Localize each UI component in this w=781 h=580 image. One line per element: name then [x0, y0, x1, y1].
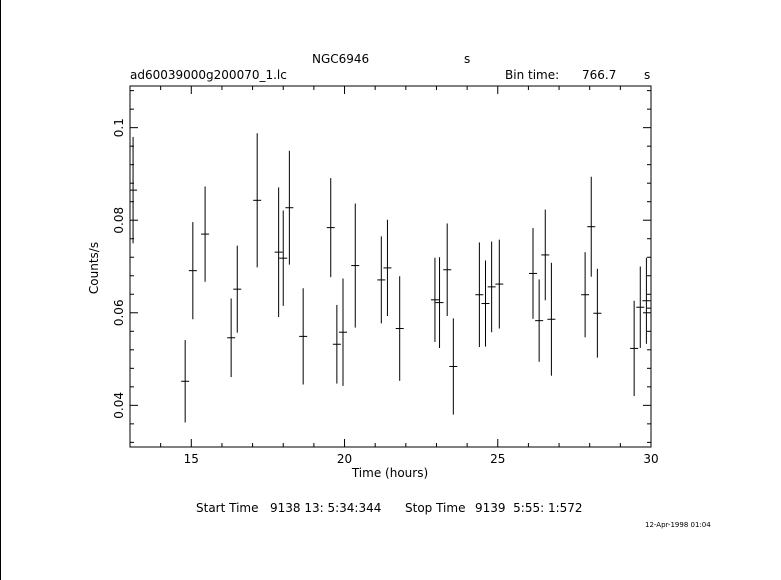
data-point: [431, 258, 439, 342]
y-tick-label: 0.1: [112, 118, 126, 138]
data-point: [541, 210, 549, 301]
data-point: [189, 222, 197, 319]
x-axis-label: Time (hours): [351, 466, 429, 480]
bin-time-label: Bin time:: [505, 68, 560, 82]
x-tick-label: 30: [643, 452, 659, 466]
data-point: [630, 301, 638, 396]
title-suffix: s: [464, 52, 471, 66]
y-axis-label: Counts/s: [87, 241, 101, 295]
data-point: [201, 186, 209, 281]
data-point: [475, 242, 483, 347]
start-time-value: 9138 13: 5:34:344: [270, 501, 382, 515]
data-point: [383, 220, 391, 316]
data-point: [339, 279, 347, 386]
chart-title: NGC6946: [312, 52, 370, 66]
data-point: [327, 178, 335, 277]
plot-frame: [130, 86, 651, 447]
data-point: [227, 298, 235, 377]
bin-time-value: 766.7: [582, 68, 617, 82]
data-point: [396, 276, 404, 381]
axis-ticks: [130, 86, 651, 447]
data-point: [299, 288, 307, 384]
x-tick-label: 20: [336, 452, 353, 466]
y-tick-label: 0.06: [112, 299, 126, 327]
data-point: [253, 133, 261, 267]
data-point: [333, 305, 341, 384]
data-point: [351, 204, 359, 328]
data-point: [482, 260, 490, 346]
stop-time-label: Stop Time: [405, 501, 466, 515]
data-point: [436, 257, 444, 348]
data-point: [495, 240, 503, 329]
y-tick-label: 0.08: [112, 206, 126, 234]
stop-time-value: 9139 5:55: 1:572: [475, 501, 583, 515]
y-tick-label: 0.04: [112, 391, 126, 419]
x-tick-label: 15: [183, 452, 199, 466]
data-point: [488, 242, 496, 333]
data-points: [130, 133, 651, 422]
data-point: [647, 253, 651, 364]
filename-label: ad60039000g200070_1.lc: [130, 68, 287, 82]
data-point: [581, 252, 589, 337]
data-point: [535, 279, 543, 361]
data-point: [636, 267, 644, 348]
data-point: [593, 269, 601, 358]
data-point: [547, 263, 555, 376]
x-tick-label: 25: [490, 452, 506, 466]
start-time-label: Start Time: [196, 501, 259, 515]
data-point: [529, 228, 537, 319]
data-point: [443, 223, 451, 316]
data-point: [275, 187, 283, 317]
data-point: [279, 210, 287, 305]
data-point: [285, 151, 293, 265]
data-point: [233, 246, 241, 333]
data-point: [587, 177, 595, 277]
data-point: [181, 340, 189, 422]
bin-time-unit: s: [644, 68, 651, 82]
data-point: [449, 318, 457, 414]
date-stamp: 12-Apr-1998 01:04: [645, 521, 711, 529]
data-point: [130, 137, 137, 243]
data-point: [377, 236, 385, 323]
axis-tick-labels: [112, 118, 659, 466]
